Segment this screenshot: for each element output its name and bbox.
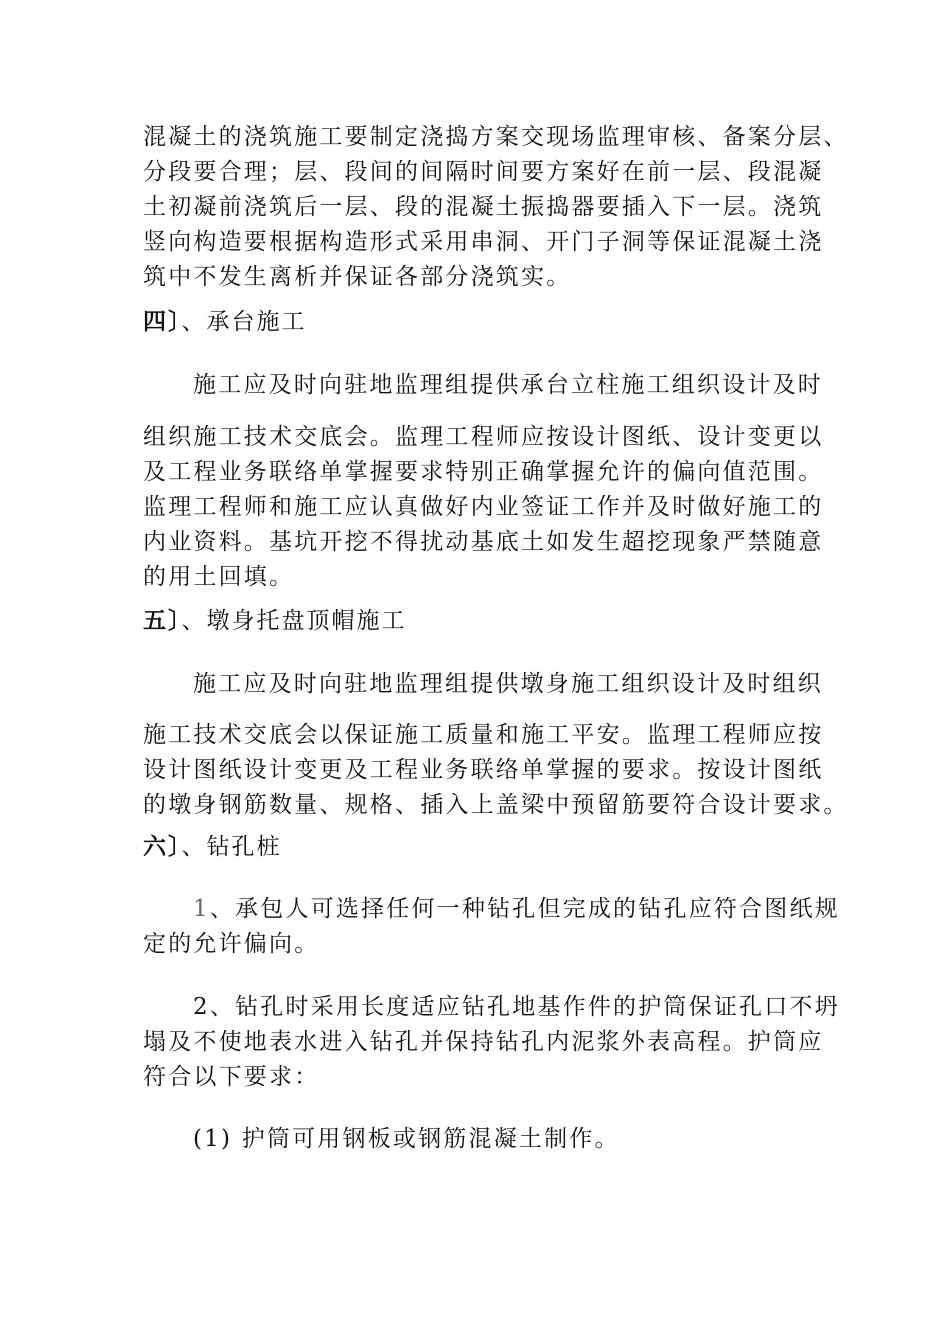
text-line: 及工程业务联络单掌握要求特别正确掌握允许的偏向值范围。 bbox=[143, 459, 824, 485]
text-line: 组织施工技术交底会。监理工程师应按设计图纸、设计变更以 bbox=[143, 424, 824, 450]
section-title: 、承台施工 bbox=[181, 309, 307, 335]
section-title: 、钻孔桩 bbox=[181, 834, 282, 860]
section-number: 六〕 bbox=[143, 834, 182, 860]
text-line: 的用土回填。 bbox=[143, 564, 295, 590]
text-line: 筑中不发生离析并保证各部分浇筑实。 bbox=[143, 264, 572, 290]
text-line: 土初凝前浇筑后一层、段的混凝土振捣器要插入下一层。浇筑 bbox=[143, 194, 824, 220]
list-text: 、承包人可选择任何一种钻孔但完成的钻孔应符合图纸规 bbox=[209, 896, 840, 922]
text-line: 施工应及时向驻地监理组提供墩身施工组织设计及时组织 bbox=[193, 671, 823, 697]
text-line bbox=[193, 892, 873, 926]
list-number: 1 bbox=[193, 896, 210, 922]
text-line: 施工技术交底会以保证施工质量和施工平安。监理工程师应按 bbox=[143, 722, 824, 748]
text-line: 内业资料。基坑开挖不得扰动基底土如发生超挖现象严禁随意 bbox=[143, 529, 824, 555]
text-line: 竖向构造要根据构造形式采用串洞、开门子洞等保证混凝土浇 bbox=[143, 229, 824, 255]
text-line: 2、钻孔时采用长度适应钻孔地基作件的护筒保证孔口不坍 bbox=[193, 994, 840, 1020]
section-heading-5 bbox=[143, 604, 407, 638]
text-line: 符合以下要求： bbox=[143, 1064, 320, 1090]
section-heading-6 bbox=[143, 830, 282, 864]
text-line: 的墩身钢筋数量、规格、插入上盖梁中预留筋要符合设计要求。 bbox=[143, 792, 849, 818]
section-heading-4 bbox=[143, 305, 307, 339]
text-line: 设计图纸设计变更及工程业务联络单掌握的要求。按设计图纸 bbox=[143, 757, 824, 783]
text-line: 塌及不使地表水进入钻孔并保持钻孔内泥浆外表高程。护筒应 bbox=[143, 1029, 824, 1055]
text-line: 混凝土的浇筑施工要制定浇捣方案交现场监理审核、备案分层、 bbox=[143, 124, 849, 150]
text-line: 施工应及时向驻地监理组提供承台立柱施工组织设计及时 bbox=[193, 372, 823, 398]
sub-item-casing: (1) 护筒可用钢板或钢筋混凝土制作。 bbox=[193, 1126, 620, 1152]
section-title: 、墩身托盘顶帽施工 bbox=[181, 608, 407, 634]
text-line: 定的允许偏向。 bbox=[143, 931, 320, 957]
section-number: 四〕 bbox=[143, 309, 182, 335]
text-line: 分段要合理；层、段间的间隔时间要方案好在前一层、段混凝 bbox=[143, 159, 824, 185]
section-number: 五〕 bbox=[143, 608, 182, 634]
text-line: 监理工程师和施工应认真做好内业签证工作并及时做好施工的 bbox=[143, 494, 824, 520]
